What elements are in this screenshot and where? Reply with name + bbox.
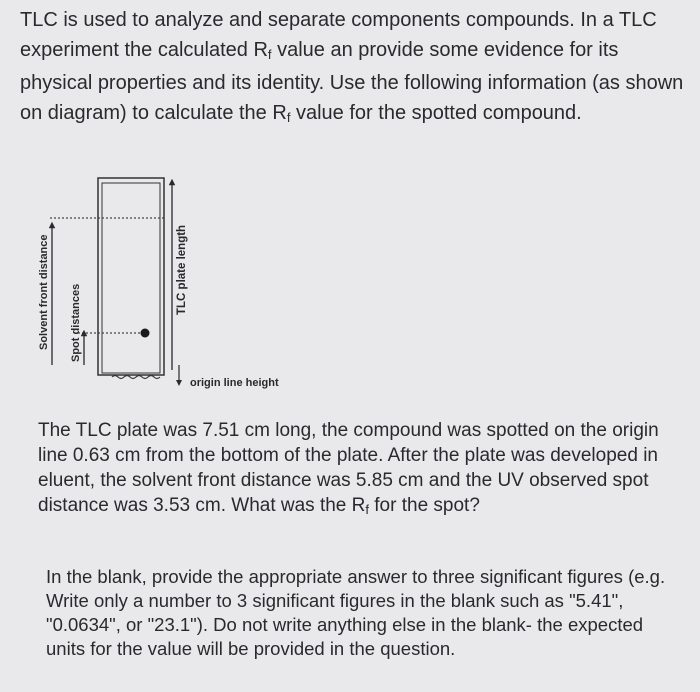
plate-inner-outline bbox=[102, 183, 160, 373]
compound-spot bbox=[141, 329, 150, 338]
origin-label: origin line height bbox=[190, 377, 279, 389]
rf-subscript: f bbox=[267, 46, 272, 62]
question-intro bbox=[20, 6, 690, 132]
question-data bbox=[38, 418, 668, 522]
answer-instructions: In the blank, provide the appropriate answer to three significant figures (e.g. Write only a number to 3 significant figures in the blank such as "5.41", "0.0634", or "23.1"). Do not write anything else in the blank- the expected units for the value will be provided in the question. bbox=[46, 566, 666, 659]
data-text-2: for the spot? bbox=[369, 495, 480, 516]
intro-text-2: value an provide some evidence for its physical properties and its identity. Use the following information (as shown on diagram) to calculate the R bbox=[20, 38, 684, 124]
rf-subscript: f bbox=[286, 109, 291, 125]
solvent-front-label: Solvent front distance bbox=[38, 234, 50, 350]
plate-length-label: TLC plate length bbox=[176, 224, 188, 315]
tlc-diagram bbox=[30, 170, 360, 390]
data-text-1: The TLC plate was 7.51 cm long, the compound was spotted on the origin line 0.63 cm from the bottom of the plate. After the plate was developed in eluent, the solvent front distance was 5.85 cm and the UV observed spot distance was 3.53 cm. What was the R bbox=[38, 420, 659, 516]
tlc-plate bbox=[98, 178, 164, 375]
intro-text-3: value for the spotted compound. bbox=[290, 101, 582, 124]
rf-subscript: f bbox=[365, 502, 369, 517]
intro-text-1: TLC is used to analyze and separate components compounds. In a TLC experiment the calculated R bbox=[20, 9, 657, 61]
spot-distances-label: Spot distances bbox=[70, 283, 82, 362]
origin-line bbox=[112, 376, 160, 379]
